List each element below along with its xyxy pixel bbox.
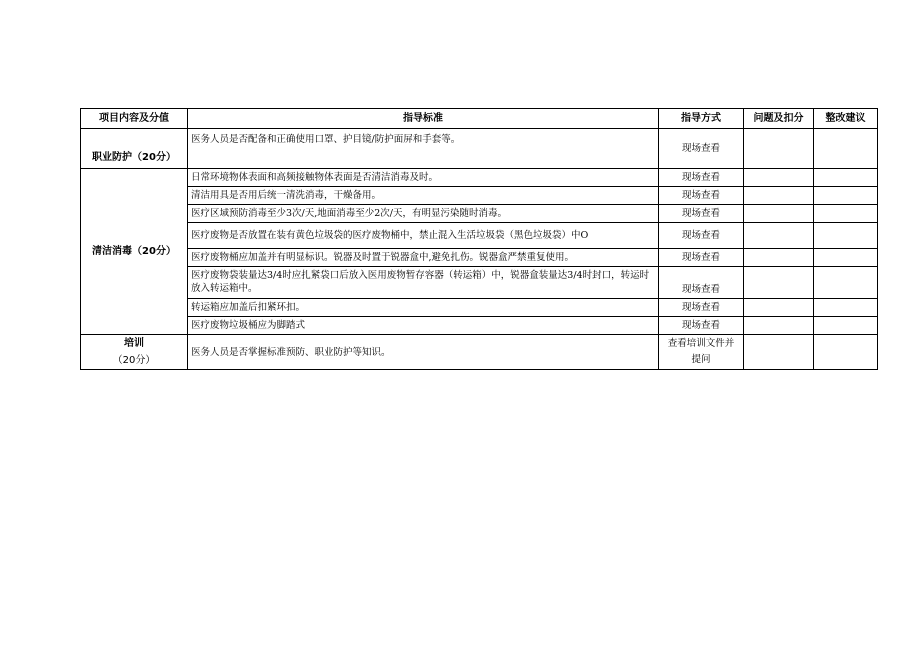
table-row xyxy=(81,187,878,205)
standard-cell: 转运箱应加盖后扣紧环扣。 xyxy=(188,299,659,317)
issues-cell[interactable] xyxy=(744,249,814,267)
table-row xyxy=(81,129,878,169)
suggestion-cell[interactable] xyxy=(814,249,878,267)
suggestion-cell[interactable] xyxy=(814,129,878,169)
standard-cell: 医疗废物袋装量达3/4时应扎紧袋口后放入医用废物暂存容器（转运箱）中，锐器盒装量达3/4时封口，转运时放入转运箱中。 xyxy=(188,267,659,299)
header-issues: 问题及扣分 xyxy=(744,109,814,129)
method-cell: 现场查看 xyxy=(659,129,744,169)
issues-cell[interactable] xyxy=(744,187,814,205)
category-points: （20分） xyxy=(112,355,156,366)
standard-cell: 医疗废物是否放置在装有黄色垃圾袋的医疗废物桶中，禁止混入生活垃圾袋（黑色垃圾袋）中O xyxy=(188,223,659,249)
suggestion-cell[interactable] xyxy=(814,205,878,223)
method-cell: 现场查看 xyxy=(659,223,744,249)
method-cell xyxy=(659,335,744,370)
category-label: 培训 xyxy=(124,338,144,349)
header-standard: 指导标准 xyxy=(188,109,659,129)
suggestion-cell[interactable] xyxy=(814,223,878,249)
category-label: 职业防护（20分） xyxy=(92,152,176,163)
issues-cell[interactable] xyxy=(744,223,814,249)
issues-cell[interactable] xyxy=(744,129,814,169)
category-training xyxy=(81,335,188,370)
suggestion-cell[interactable] xyxy=(814,187,878,205)
method-cell: 现场查看 xyxy=(659,169,744,187)
suggestion-cell[interactable] xyxy=(814,299,878,317)
method-cell: 现场查看 xyxy=(659,205,744,223)
method-cell: 现场查看 xyxy=(659,187,744,205)
issues-cell[interactable] xyxy=(744,317,814,335)
category-cleaning-disinfection xyxy=(81,169,188,335)
suggestion-cell[interactable] xyxy=(814,317,878,335)
standard-cell: 医疗废物桶应加盖并有明显标识。锐器及时置于锐器盒中,避免扎伤。锐器盒严禁重复使用。 xyxy=(188,249,659,267)
table-row xyxy=(81,205,878,223)
category-label: 清洁消毒（20分） xyxy=(92,246,176,257)
standard-cell: 医务人员是否掌握标准预防、职业防护等知识。 xyxy=(188,335,659,370)
issues-cell[interactable] xyxy=(744,267,814,299)
standard-cell: 日常环境物体表面和高频接触物体表面是否清洁消毒及时。 xyxy=(188,169,659,187)
standard-cell: 医务人员是否配备和正确使用口罩、护目镜/防护面屏和手套等。 xyxy=(188,129,659,169)
header-item: 项目内容及分值 xyxy=(81,109,188,129)
method-cell: 现场查看 xyxy=(659,317,744,335)
category-occupational-protection xyxy=(81,129,188,169)
header-method: 指导方式 xyxy=(659,109,744,129)
standard-cell: 医疗废物垃圾桶应为脚踏式 xyxy=(188,317,659,335)
method-line: 查看培训文件并 xyxy=(667,338,735,349)
table-row xyxy=(81,223,878,249)
issues-cell[interactable] xyxy=(744,335,814,370)
inspection-table xyxy=(80,108,878,370)
suggestion-cell[interactable] xyxy=(814,267,878,299)
table-row xyxy=(81,335,878,370)
suggestion-cell[interactable] xyxy=(814,169,878,187)
method-cell: 现场查看 xyxy=(659,299,744,317)
header-row xyxy=(81,109,878,129)
issues-cell[interactable] xyxy=(744,169,814,187)
table-row xyxy=(81,317,878,335)
table-row xyxy=(81,169,878,187)
method-cell: 现场查看 xyxy=(659,249,744,267)
issues-cell[interactable] xyxy=(744,205,814,223)
table-row xyxy=(81,267,878,299)
inspection-sheet xyxy=(80,108,878,370)
standard-cell: 医疗区域预防消毒至少3次/天,地面消毒至少2次/天，有明显污染随时消毒。 xyxy=(188,205,659,223)
method-cell: 现场查看 xyxy=(659,267,744,299)
method-line: 提问 xyxy=(691,354,711,365)
issues-cell[interactable] xyxy=(744,299,814,317)
suggestion-cell[interactable] xyxy=(814,335,878,370)
table-row xyxy=(81,249,878,267)
header-suggestion: 整改建议 xyxy=(814,109,878,129)
table-row xyxy=(81,299,878,317)
standard-cell: 清洁用具是否用后统一清洗消毒，干燥备用。 xyxy=(188,187,659,205)
